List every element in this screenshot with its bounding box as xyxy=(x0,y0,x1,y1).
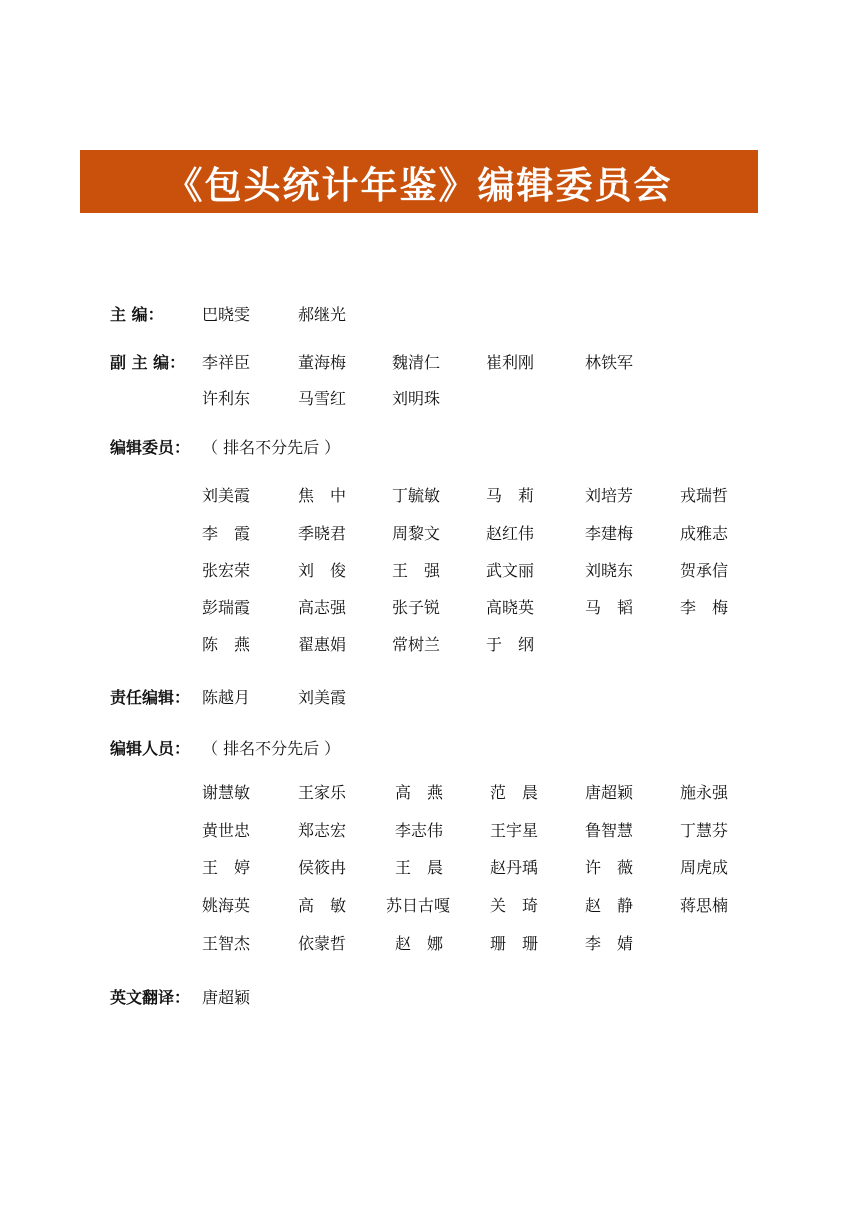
committee-member-name: 李 霞 xyxy=(202,524,251,543)
deputy-editor-name: 董海梅 xyxy=(298,353,347,372)
committee-member-name: 武文丽 xyxy=(486,561,535,580)
deputy-editor-name: 许利东 xyxy=(202,389,251,408)
staff-member-name: 王宇星 xyxy=(490,821,539,840)
committee-member-name: 王 强 xyxy=(392,561,441,580)
deputy-editor-name: 李祥臣 xyxy=(202,353,251,372)
committee-member-name: 于 纲 xyxy=(486,635,535,654)
staff-member-name: 黄世忠 xyxy=(202,821,251,840)
staff-member-name: 依蒙哲 xyxy=(298,934,347,953)
staff-member-name: 王 婷 xyxy=(202,858,251,877)
committee-member-name: 常树兰 xyxy=(392,635,441,654)
staff-note: （ 排名不分先后 ） xyxy=(202,739,341,758)
committee-label: 编辑委员： xyxy=(110,438,191,457)
committee-member-name: 刘培芳 xyxy=(585,486,634,505)
committee-member-name: 丁毓敏 xyxy=(392,486,441,505)
staff-member-name: 赵丹瑀 xyxy=(490,858,539,877)
staff-member-name: 关 琦 xyxy=(490,896,539,915)
committee-member-name: 李 梅 xyxy=(680,598,729,617)
committee-member-name: 马 莉 xyxy=(486,486,535,505)
staff-member-name: 谢慧敏 xyxy=(202,783,251,802)
committee-member-name: 季晓君 xyxy=(298,524,347,543)
staff-member-name: 王 晨 xyxy=(395,858,444,877)
staff-member-name: 王智杰 xyxy=(202,934,251,953)
staff-member-name: 赵 娜 xyxy=(395,934,444,953)
staff-member-name: 鲁智慧 xyxy=(585,821,634,840)
staff-member-name: 李志伟 xyxy=(395,821,444,840)
translator-label: 英文翻译： xyxy=(110,988,191,1007)
committee-member-name: 戎瑞哲 xyxy=(680,486,729,505)
staff-member-name: 施永强 xyxy=(680,783,729,802)
staff-member-name: 高 燕 xyxy=(395,783,444,802)
deputy-editor-name: 林铁军 xyxy=(585,353,634,372)
staff-member-name: 侯筱冉 xyxy=(298,858,347,877)
committee-member-name: 贺承信 xyxy=(680,561,729,580)
page-title: 《包头统计年鉴》编辑委员会 xyxy=(165,162,673,207)
committee-member-name: 高志强 xyxy=(298,598,347,617)
deputy-editor-name: 崔利刚 xyxy=(486,353,535,372)
chief-editor-name: 郝继光 xyxy=(298,305,347,324)
staff-member-name: 丁慧芬 xyxy=(680,821,729,840)
committee-member-name: 刘 俊 xyxy=(298,561,347,580)
staff-member-name: 李 婧 xyxy=(585,934,634,953)
committee-member-name: 陈 燕 xyxy=(202,635,251,654)
responsible-editors-label: 责任编辑： xyxy=(110,688,191,707)
committee-member-name: 张子锐 xyxy=(392,598,441,617)
staff-member-name: 蒋思楠 xyxy=(680,896,729,915)
staff-member-name: 姚海英 xyxy=(202,896,251,915)
staff-label: 编辑人员： xyxy=(110,739,191,758)
committee-member-name: 刘晓东 xyxy=(585,561,634,580)
committee-member-name: 张宏荣 xyxy=(202,561,251,580)
translator-name: 唐超颖 xyxy=(202,988,251,1007)
committee-member-name: 成雅志 xyxy=(680,524,729,543)
committee-member-name: 焦 中 xyxy=(298,486,347,505)
responsible-editor-name: 刘美霞 xyxy=(298,688,347,707)
responsible-editor-name: 陈越月 xyxy=(202,688,251,707)
committee-member-name: 高晓英 xyxy=(486,598,535,617)
deputy-editor-name: 魏清仁 xyxy=(392,353,441,372)
committee-member-name: 彭瑞霞 xyxy=(202,598,251,617)
committee-member-name: 马 韬 xyxy=(585,598,634,617)
staff-member-name: 珊 珊 xyxy=(490,934,539,953)
staff-member-name: 苏日古嘎 xyxy=(386,896,451,915)
committee-member-name: 周黎文 xyxy=(392,524,441,543)
title-banner xyxy=(80,150,758,213)
staff-member-name: 郑志宏 xyxy=(298,821,347,840)
staff-member-name: 周虎成 xyxy=(680,858,729,877)
committee-member-name: 赵红伟 xyxy=(486,524,535,543)
deputy-editor-name: 马雪红 xyxy=(298,389,347,408)
committee-note: （ 排名不分先后 ） xyxy=(202,438,341,457)
staff-member-name: 唐超颖 xyxy=(585,783,634,802)
deputy-editors-label: 副 主 编： xyxy=(110,353,186,372)
committee-member-name: 刘美霞 xyxy=(202,486,251,505)
staff-member-name: 赵 静 xyxy=(585,896,634,915)
staff-member-name: 高 敏 xyxy=(298,896,347,915)
chief-editor-name: 巴晓雯 xyxy=(202,305,251,324)
staff-member-name: 许 薇 xyxy=(585,858,634,877)
chief-editors-label: 主 编： xyxy=(110,305,164,324)
staff-member-name: 王家乐 xyxy=(298,783,347,802)
committee-member-name: 李建梅 xyxy=(585,524,634,543)
deputy-editor-name: 刘明珠 xyxy=(392,389,441,408)
committee-member-name: 翟惠娟 xyxy=(298,635,347,654)
staff-member-name: 范 晨 xyxy=(490,783,539,802)
